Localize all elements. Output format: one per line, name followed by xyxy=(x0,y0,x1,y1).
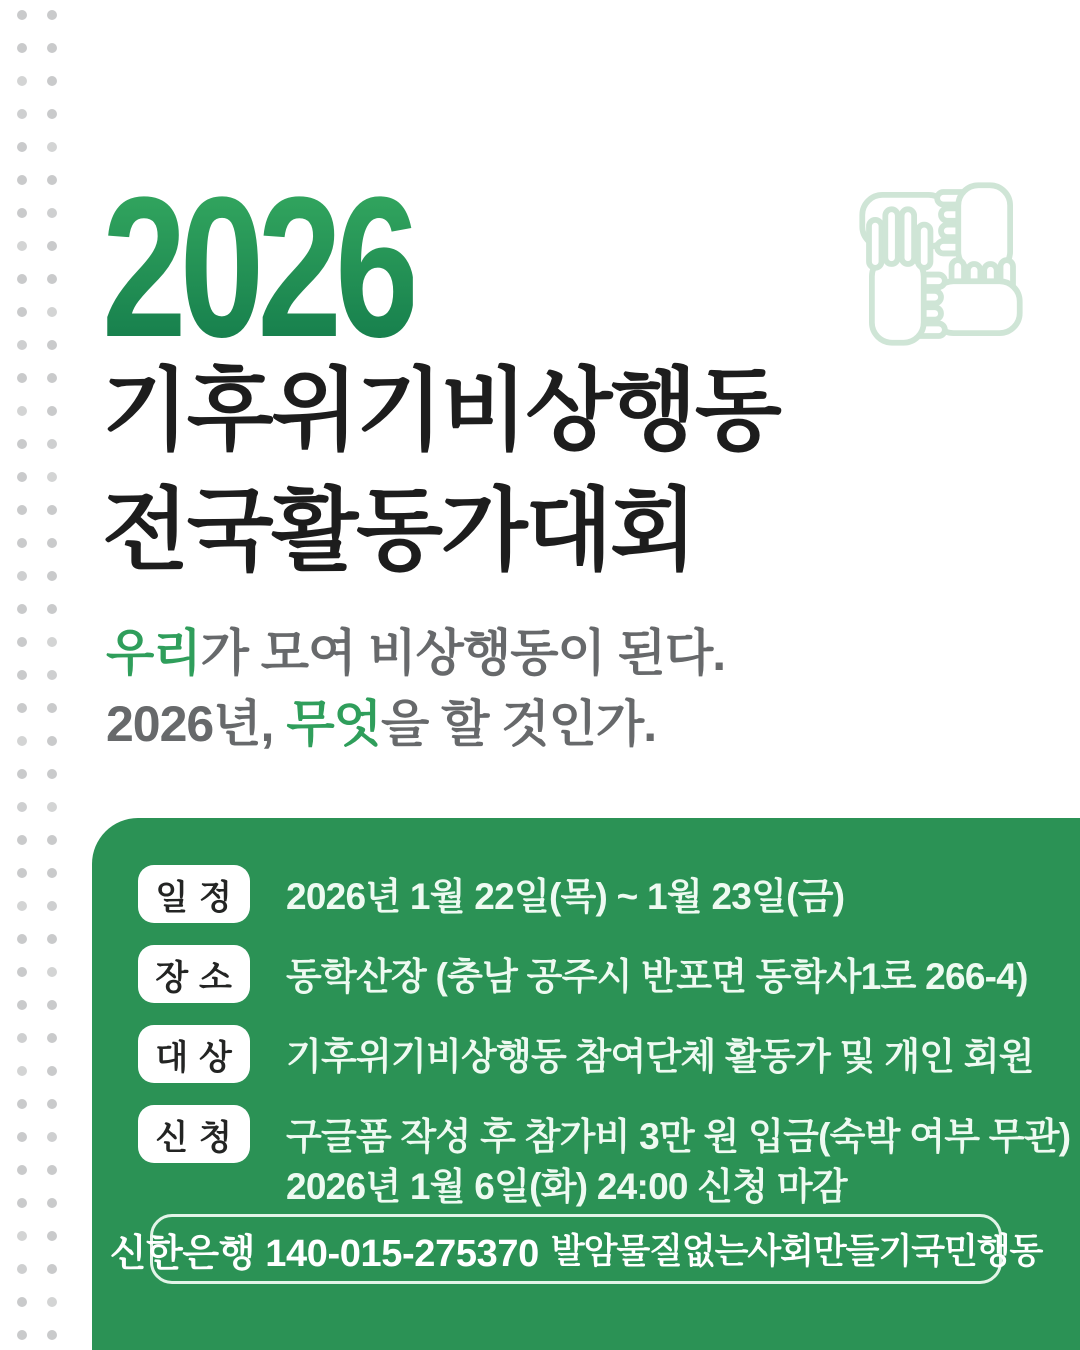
schedule-value-line-1: 2026년 1월 22일(목) ~ 1월 23일(금) xyxy=(286,876,845,917)
decor-dot xyxy=(17,505,27,515)
decor-dot xyxy=(47,373,57,383)
decor-dot xyxy=(47,1330,57,1340)
decor-dot xyxy=(47,868,57,878)
tagline-accent-1: 우리 xyxy=(106,625,201,681)
target-label-badge: 대 상 xyxy=(138,1025,250,1083)
decor-dot xyxy=(17,142,27,152)
decor-dot xyxy=(47,43,57,53)
decor-dot xyxy=(47,1264,57,1274)
decor-dot xyxy=(17,703,27,713)
decor-dot xyxy=(47,703,57,713)
info-panel xyxy=(92,818,1080,1350)
decor-dot xyxy=(47,274,57,284)
decor-dot xyxy=(17,1297,27,1307)
decor-dot xyxy=(47,175,57,185)
decor-dot xyxy=(47,76,57,86)
decor-dot xyxy=(17,76,27,86)
decor-dot xyxy=(17,604,27,614)
decor-dot xyxy=(47,604,57,614)
decor-dot xyxy=(17,967,27,977)
apply-value xyxy=(286,1105,1070,1212)
decor-dot xyxy=(17,1330,27,1340)
dot-grid xyxy=(17,10,57,1340)
decor-dot xyxy=(17,373,27,383)
decor-dot xyxy=(17,1066,27,1076)
decor-dot xyxy=(17,274,27,284)
decor-dot xyxy=(17,472,27,482)
decor-dot xyxy=(47,1132,57,1142)
tagline xyxy=(106,618,725,760)
decor-dot xyxy=(17,934,27,944)
decor-dot xyxy=(17,538,27,548)
decor-dot xyxy=(47,505,57,515)
decor-dot xyxy=(47,736,57,746)
decor-dot xyxy=(17,670,27,680)
target-value-line-1: 기후위기비상행동 참여단체 활동가 및 개인 회원 xyxy=(286,1036,1034,1077)
decor-dot xyxy=(47,967,57,977)
decor-dot xyxy=(47,1066,57,1076)
apply-value-line-2: 2026년 1월 6일(화) 24:00 신청 마감 xyxy=(286,1165,847,1207)
decor-dot xyxy=(47,637,57,647)
decor-dot xyxy=(47,571,57,581)
bank-account-number: 신한은행 140-015-275370 xyxy=(109,1232,539,1275)
decor-dot xyxy=(17,439,27,449)
decor-dot xyxy=(17,835,27,845)
target-value xyxy=(286,1025,1034,1082)
decor-dot xyxy=(47,340,57,350)
tagline-rest-2: 을 할 것인가. xyxy=(380,696,657,752)
decor-dot xyxy=(47,406,57,416)
bank-account-box xyxy=(109,1214,1043,1284)
decor-dot xyxy=(47,439,57,449)
decor-dot xyxy=(47,538,57,548)
decor-dot xyxy=(17,208,27,218)
decor-dot xyxy=(17,1165,27,1175)
poster-title xyxy=(102,352,780,591)
decor-dot xyxy=(17,1000,27,1010)
decor-dot xyxy=(17,43,27,53)
decor-dot xyxy=(17,1198,27,1208)
decor-dot xyxy=(17,406,27,416)
tagline-accent-2: 무엇 xyxy=(286,696,381,752)
decor-dot xyxy=(47,934,57,944)
decor-dot xyxy=(47,241,57,251)
apply-value-line-1: 구글폼 작성 후 참가비 3만 원 입금(숙박 여부 무관) xyxy=(286,1116,1071,1157)
decor-dot xyxy=(17,637,27,647)
info-row-place xyxy=(138,945,1040,1003)
decor-dot xyxy=(47,769,57,779)
decor-dot xyxy=(47,1231,57,1241)
decor-dot xyxy=(47,10,57,20)
tagline-rest-1: 가 모여 비상행동이 된다. xyxy=(200,625,726,681)
decor-dot xyxy=(17,10,27,20)
decor-dot xyxy=(47,142,57,152)
info-rows xyxy=(138,865,1071,1212)
year-heading: 2026 xyxy=(102,156,413,379)
decor-dot xyxy=(47,1033,57,1043)
apply-label-badge: 신 청 xyxy=(138,1105,250,1163)
decor-dot xyxy=(17,1132,27,1142)
place-label-badge: 장 소 xyxy=(138,945,250,1003)
decor-dot xyxy=(17,175,27,185)
info-row-target xyxy=(138,1025,1040,1083)
decor-dot xyxy=(17,901,27,911)
tagline-line-1 xyxy=(106,618,725,689)
decor-dot xyxy=(47,1165,57,1175)
decor-dot xyxy=(47,901,57,911)
decor-dot xyxy=(17,868,27,878)
place-value xyxy=(286,945,1028,1002)
poster-title-line-1: 기후위기비상행동 xyxy=(102,361,780,461)
decor-dot xyxy=(17,802,27,812)
decor-dot xyxy=(47,802,57,812)
decor-dot xyxy=(47,835,57,845)
poster-title-line-2: 전국활동가대회 xyxy=(102,480,695,581)
decor-dot xyxy=(17,571,27,581)
schedule-label-badge: 일 정 xyxy=(138,865,250,923)
schedule-value xyxy=(286,865,844,922)
decor-dot xyxy=(47,1000,57,1010)
decor-dot xyxy=(17,307,27,317)
decor-dot xyxy=(47,307,57,317)
info-row-apply xyxy=(138,1105,1071,1212)
tagline-pre-2: 2026년, xyxy=(106,696,287,752)
decor-dot xyxy=(17,1099,27,1109)
info-row-schedule xyxy=(138,865,1040,923)
decor-dot xyxy=(17,241,27,251)
decor-dot xyxy=(17,1231,27,1241)
decor-dot xyxy=(47,1297,57,1307)
decor-dot xyxy=(47,670,57,680)
decor-dot xyxy=(17,1264,27,1274)
decor-dot xyxy=(47,109,57,119)
decor-dot xyxy=(47,1198,57,1208)
hands-unity-icon xyxy=(845,168,1037,360)
decor-dot xyxy=(17,1033,27,1043)
decor-dot xyxy=(17,340,27,350)
decor-dot xyxy=(47,208,57,218)
place-value-line-1: 동학산장 (충남 공주시 반포면 동학사1로 266-4) xyxy=(286,956,1028,997)
tagline-line-2 xyxy=(106,689,725,760)
decor-dot xyxy=(47,472,57,482)
decor-dot xyxy=(17,769,27,779)
bank-account-holder: 발암물질없는사회만들기국민행동 xyxy=(550,1232,1043,1271)
decor-dot xyxy=(17,736,27,746)
decor-dot xyxy=(17,109,27,119)
decor-dot xyxy=(47,1099,57,1109)
